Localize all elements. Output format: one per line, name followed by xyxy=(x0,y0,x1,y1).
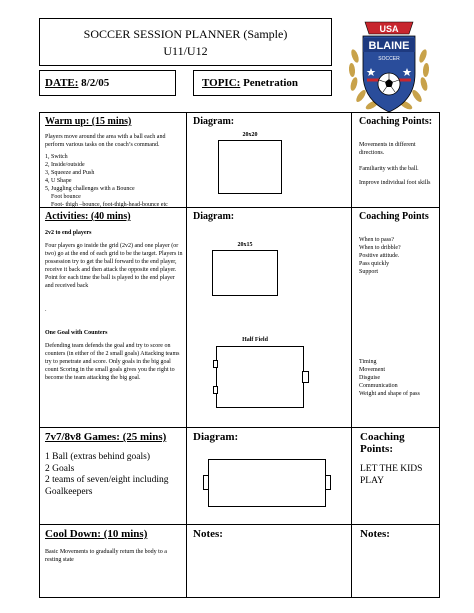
list-item: Foot bounce xyxy=(51,194,81,200)
coaching-point: Weight and shape of pass xyxy=(359,391,420,397)
coaching-point: When to dribble? xyxy=(359,245,401,251)
activity-field2 xyxy=(216,346,304,408)
drill-separator: . xyxy=(45,307,47,313)
list-item: 4, U Shape xyxy=(45,178,72,184)
list-item: 2 teams of seven/eight including Goalkeepers xyxy=(45,475,169,497)
cooldown-section xyxy=(45,528,183,564)
date-box xyxy=(39,70,176,96)
cooldown-text: Basic Movements to gradually return the body to a resting state xyxy=(45,549,167,563)
cooldown-heading: Cool Down: (10 mins) xyxy=(45,528,148,540)
drill1-text: Four players go inside the grid (2v2) and one player (or two) go at the end of each grid to be the target. Players in possession try to get the ball forward to the end player, receive it back and then attack the opposite end player. Point for each time the ball is played to the end player and received back xyxy=(45,243,183,289)
notes-label-2: Notes: xyxy=(360,528,390,540)
topic-box xyxy=(193,70,332,96)
activities-coaching xyxy=(359,211,439,398)
session-grid xyxy=(39,112,440,598)
list-item: 1, Switch xyxy=(45,154,68,160)
page-title: SOCCER SESSION PLANNER (Sample) xyxy=(83,27,288,41)
games-section xyxy=(45,431,185,498)
date-label: DATE: xyxy=(45,77,79,89)
date-value: 8/2/05 xyxy=(81,77,110,89)
warmup-field-label: 20x20 xyxy=(242,132,258,138)
age-group: U11/U12 xyxy=(163,44,208,58)
warmup-coaching xyxy=(359,116,439,187)
activities-section xyxy=(45,211,183,382)
warmup-field xyxy=(218,140,282,194)
divider-row3 xyxy=(40,524,439,525)
coaching-point: Disguise xyxy=(359,375,380,381)
list-item: 1 Ball (extras behind goals) xyxy=(45,452,151,462)
warmup-items xyxy=(45,153,183,209)
coaching-point: Movements in different directions. xyxy=(359,142,416,156)
games-coaching xyxy=(360,431,440,487)
goal xyxy=(203,475,209,490)
activity-field2-label: Half Field xyxy=(242,337,268,343)
activities-coaching-label: Coaching Points xyxy=(359,211,429,222)
coaching-point: Positive attitude. xyxy=(359,253,400,259)
games-diagram-label: Diagram: xyxy=(193,431,239,443)
activities-heading: Activities: (40 mins) xyxy=(45,211,131,222)
activity-field1-label: 20x15 xyxy=(237,242,253,248)
warmup-coaching-label: Coaching Points: xyxy=(359,116,433,127)
games-field xyxy=(208,459,326,507)
coaching-point: Familiarity with the ball. xyxy=(359,166,419,172)
coaching-point: Pass quickly xyxy=(359,261,390,267)
list-item: 5, Juggling challenges with a Bounce xyxy=(45,186,135,192)
list-item: 3, Squeeze and Push xyxy=(45,170,95,176)
goal xyxy=(325,475,331,490)
games-coaching-label: Coaching Points: xyxy=(360,431,405,455)
blaine-soccer-logo xyxy=(345,16,433,118)
topic-value: Penetration xyxy=(243,77,299,89)
title-box xyxy=(39,18,332,66)
svg-text:USA: USA xyxy=(379,24,399,34)
drill2-text: Defending team defends the goal and try to score on counters (in either of the 2 small goals) Attacking teams try to penetrate and score. Only goals in the big goal count Scoring in the small goals gives you the right to become the team attacking the big goal. xyxy=(45,343,180,381)
games-heading: 7v7/8v8 Games: (25 mins) xyxy=(45,431,167,443)
big-goal xyxy=(302,371,309,383)
games-coaching-text: LET THE KIDS PLAY xyxy=(360,464,423,486)
coaching-point: Improve individual foot skills xyxy=(359,180,431,186)
coaching-point: Support xyxy=(359,269,379,275)
drill2-title: One Goal with Counters xyxy=(45,330,108,336)
games-lines xyxy=(45,452,185,498)
coaching-point: Movement xyxy=(359,367,385,373)
small-goal xyxy=(213,386,218,394)
activity-field1 xyxy=(212,250,278,296)
warmup-intro: Players move around the area with a ball each and perform various tasks on the coach’s command. xyxy=(45,134,166,148)
small-goal xyxy=(213,360,218,368)
divider-row2 xyxy=(40,427,439,428)
list-item: 2 Goals xyxy=(45,463,75,474)
coaching-point: When to pass? xyxy=(359,237,394,243)
svg-text:BLAINE: BLAINE xyxy=(368,40,410,52)
list-item: Foot- thigh –bounce, foot-thigh-head-bounce etc xyxy=(51,202,168,208)
coaching-point: Timing xyxy=(359,359,377,365)
coaching-point: Communication xyxy=(359,383,398,389)
warmup-heading: Warm up: (15 mins) xyxy=(45,116,132,127)
coaching-list-2 xyxy=(359,358,439,398)
warmup-section xyxy=(45,116,183,209)
notes-label-1: Notes: xyxy=(193,528,223,540)
list-item: 2, Inside/outside xyxy=(45,162,85,168)
activities-diagram-label: Diagram: xyxy=(193,211,235,222)
svg-text:SOCCER: SOCCER xyxy=(378,56,400,62)
topic-label: TOPIC: xyxy=(202,77,241,89)
coaching-list-1 xyxy=(359,236,439,276)
warmup-diagram-label: Diagram: xyxy=(193,116,235,127)
drill1-title: 2v2 to end players xyxy=(45,230,92,236)
